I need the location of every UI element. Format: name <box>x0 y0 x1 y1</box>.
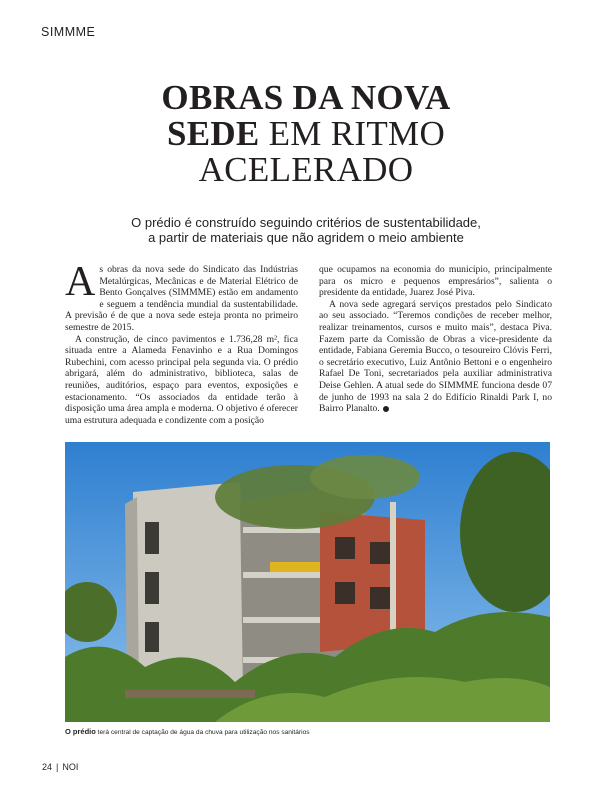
body-column-left <box>65 259 298 426</box>
photo-scaffold-platform <box>270 562 322 572</box>
subtitle-line1: O prédio é construído seguindo critérios de sustentabilidade, <box>131 215 481 230</box>
photo-brick-opening-2 <box>370 542 390 564</box>
photo-window-3 <box>145 622 159 652</box>
body-paragraph-4 <box>319 299 552 415</box>
photo-brick-opening-1 <box>335 537 355 559</box>
building-photo <box>65 442 550 722</box>
folio-separator: | <box>56 762 59 772</box>
photo-window-2 <box>145 572 159 604</box>
body-paragraph-4-text: A nova sede agregará serviços prestados pelo Sindicato ao seu associado. “Teremos condições de receber melhor, realizar treinamentos, cursos e muito mais”, destaca Piva. Fazem parte da Comissão de Obras a vice-presidente da entidade, Fabiana Geremia Bucco, o tesoureiro Clóvis Ferri, o secretário executivo, Luiz Antônio Bettoni e o engenheiro Rafael De Toni, secretariados pela auxiliar administrativa Deise Gehlen. A atual sede do SIMMME funciona desde 07 de junho de 1993 na sala 2 do Edifício Rinaldi Park I, no Bairro Planalto. <box>319 298 552 415</box>
body-paragraph-2: A construção, de cinco pavimentos e 1.736,28 m², fica situada entre a Alameda Fenavinho e a Rua Domingos Rubechini, com acesso principal pela segunda via. O prédio abrigará, além do administrativo, biblioteca, salas de reuniões, auditórios, espaço para eventos, exposições e estacionamento. “Os associados da entidade terão à disposição uma área ampla e moderna. O objetivo é oferecer uma estrutura adequada e condizente com a posição <box>65 333 298 426</box>
body-column-right <box>319 264 552 415</box>
headline-line2-bold: SEDE <box>166 114 260 153</box>
body-paragraph-1 <box>65 259 298 334</box>
headline <box>60 80 552 188</box>
subtitle <box>70 215 542 245</box>
drop-cap: A <box>65 259 96 305</box>
photo-brick-opening-3 <box>335 582 355 604</box>
photo-brick-opening-4 <box>370 587 390 609</box>
body-paragraph-3: que ocupamos na economia do município, principalmente para os micro e pequenos empresários”, salienta o presidente da entidade, Juarez José Piva. <box>319 264 552 299</box>
photo-tree-canopy-2 <box>310 455 420 499</box>
photo-caption <box>65 727 550 736</box>
body-paragraph-1-text: s obras da nova sede do Sindicato das Indústrias Metalúrgicas, Mecânicas e de Material Elétrico de Bento Gonçalves (SIMMME) estão em andamento e seguem a tendência mundial da sustentabilidade. A previsão é de que a nova sede esteja pronta no primeiro semestre de 2015. <box>65 264 298 333</box>
headline-line2-light: EM RITMO <box>259 114 446 153</box>
caption-lead: O prédio <box>65 727 96 736</box>
page-number: 24 <box>42 762 53 772</box>
headline-line3: ACELERADO <box>198 150 414 189</box>
end-of-article-icon <box>383 406 389 412</box>
page-folio <box>42 762 78 772</box>
section-label: SIMMME <box>41 25 96 39</box>
photo-shed-roof <box>125 690 255 698</box>
publication-name: NOI <box>62 762 79 772</box>
subtitle-line2: a partir de materiais que não agridem o meio ambiente <box>148 230 464 245</box>
headline-line1: OBRAS DA NOVA <box>161 78 451 117</box>
caption-text: terá central de captação de água da chuva para utilização nos sanitários <box>95 729 310 736</box>
photo-window-1 <box>145 522 159 554</box>
